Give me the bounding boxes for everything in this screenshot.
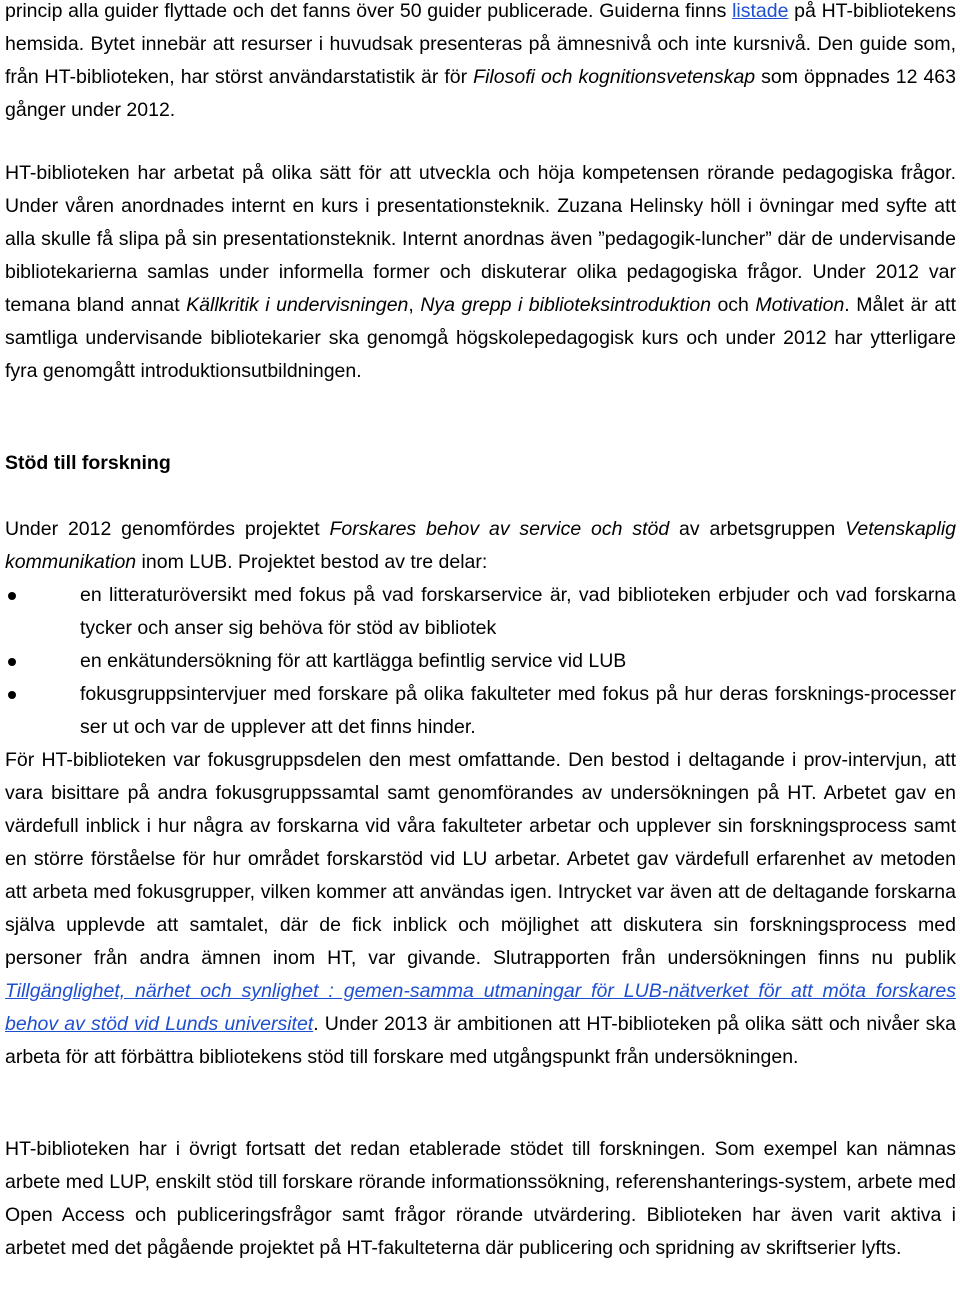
list-item bbox=[5, 645, 956, 678]
bullet-icon bbox=[8, 691, 16, 699]
bullet-icon bbox=[8, 592, 16, 600]
intro-text-1: princip alla guider flyttade och det fanns över 50 guider publicerade. Guiderna finns bbox=[5, 0, 733, 22]
intro-text-2: på HT-bibliotekens hemsida. Bytet innebär att resurser i huvudsak presenteras på ämnesnivå och inte kursnivå. Den guide som, från HT-biblioteken, har störst användarstatistik är för bbox=[5, 0, 956, 88]
intro-text-3: som öppnades 12 463 gånger under 2012. bbox=[5, 66, 956, 121]
pedagogy-text-2: , bbox=[408, 294, 421, 316]
section-heading: Stöd till forskning bbox=[5, 452, 171, 474]
research-intro-emphasis-1: Forskares behov av service och stöd bbox=[329, 518, 670, 540]
research-intro-paragraph bbox=[5, 513, 956, 579]
list-item bbox=[5, 678, 956, 744]
bullet-icon bbox=[8, 658, 16, 666]
listade-link[interactable]: listade bbox=[732, 0, 789, 22]
pedagogy-emphasis-3: Motivation bbox=[755, 294, 845, 316]
list-item-text: en enkätundersökning för att kartlägga befintlig service vid LUB bbox=[80, 650, 627, 672]
research-intro-emphasis-2: Vetenskaplig kommunikation bbox=[5, 518, 957, 573]
list-item-text: fokusgruppsintervjuer med forskare på olika fakulteter med fokus på hur deras forsknings-processer ser ut och var de upplever att det finns hinder. bbox=[80, 683, 956, 738]
research-final-paragraph: HT-biblioteken har i övrigt fortsatt det redan etablerade stödet till forskningen. Som exempel kan nämnas arbete med LUP, enskilt stöd till forskare rörande informationssökning, referenshanterings-system, arbete med Open Access och publiceringsfrågor samt frågor rörande utvärdering. Biblioteken har även varit aktiva i arbetet med det pågående projektet på HT-fakulteterna där publicering och spridning av skriftserier lyfts. bbox=[5, 1138, 956, 1259]
research-intro-text-3: inom LUB. Projektet bestod av tre delar: bbox=[136, 551, 488, 573]
pedagogy-text-4: . Målet är att samtliga undervisande bibliotekarier ska genomgå högskolepedagogisk kurs och under 2012 har ytterligare fyra genomgått introduktionsutbildningen. bbox=[5, 294, 956, 382]
list-item-text: en litteraturöversikt med fokus på vad forskarservice är, vad biblioteken erbjuder och vad forskarna tycker och anser sig behöva för stöd av bibliotek bbox=[80, 584, 956, 639]
research-body-text-2: . Under 2013 är ambitionen att HT-biblioteken på olika sätt och nivåer ska arbeta för att förbättra bibliotekens stöd till forskare med utgångspunkt från undersökningen. bbox=[5, 1013, 956, 1068]
research-body-paragraph bbox=[5, 744, 956, 1074]
intro-emphasis-1: Filosofi och kognitionsvetenskap bbox=[473, 66, 756, 88]
list-item bbox=[5, 579, 956, 645]
pedagogy-text-1: HT-biblioteken har arbetat på olika sätt för att utveckla och höja kompetensen rörande pedagogiska frågor. Under våren anordnades internt en kurs i presentationsteknik. Zuzana Helinsky höll i övningar med syfte att alla skulle få slipa på sin presentationsteknik. Internt anordnas även ”pedagogik-luncher” där de undervisande bibliotekarierna samlas under informella former och diskuterar olika pedagogiska frågor. Under 2012 var temana bland annat bbox=[5, 162, 956, 316]
pedagogy-emphasis-2: Nya grepp i biblioteksintroduktion bbox=[420, 294, 711, 316]
project-parts-list bbox=[5, 579, 956, 744]
research-intro-text-1: Under 2012 genomfördes projektet bbox=[5, 518, 330, 540]
research-body-text-1: För HT-biblioteken var fokusgruppsdelen den mest omfattande. Den bestod i deltagande i prov-intervjun, att vara bisittare på andra fokusgruppssamtal samt genomförandes av undersökningen på HT. Arbetet gav en värdefull inblick i hur några av forskarna vid våra fakulteter arbetar och upplever sin forskningsprocess samt en större förståelse för hur området forskarstöd vid LU arbetar. Arbetet gav värdefull erfarenhet av metoden att arbeta med fokusgrupper, vilken kommer att användas igen. Intrycket var även att de deltagande forskarna själva upplevde att samtalet, där de fick inblick och möjlighet att diskutera sin forskningsprocess med personer från andra ämnen inom HT, var givande. Slutrapporten från undersökningen finns nu publik bbox=[5, 749, 956, 969]
pedagogy-text-3: och bbox=[710, 294, 756, 316]
research-intro-text-2: av arbetsgruppen bbox=[669, 518, 846, 540]
intro-paragraph bbox=[5, 0, 956, 127]
pedagogy-emphasis-1: Källkritik i undervisningen bbox=[186, 294, 409, 316]
final-report-link[interactable]: Tillgänglighet, närhet och synlighet : gemen-samma utmaningar för LUB-nätverket för att möta forskares behov av stöd vid Lunds universitet bbox=[5, 980, 956, 1035]
pedagogy-paragraph bbox=[5, 157, 956, 388]
